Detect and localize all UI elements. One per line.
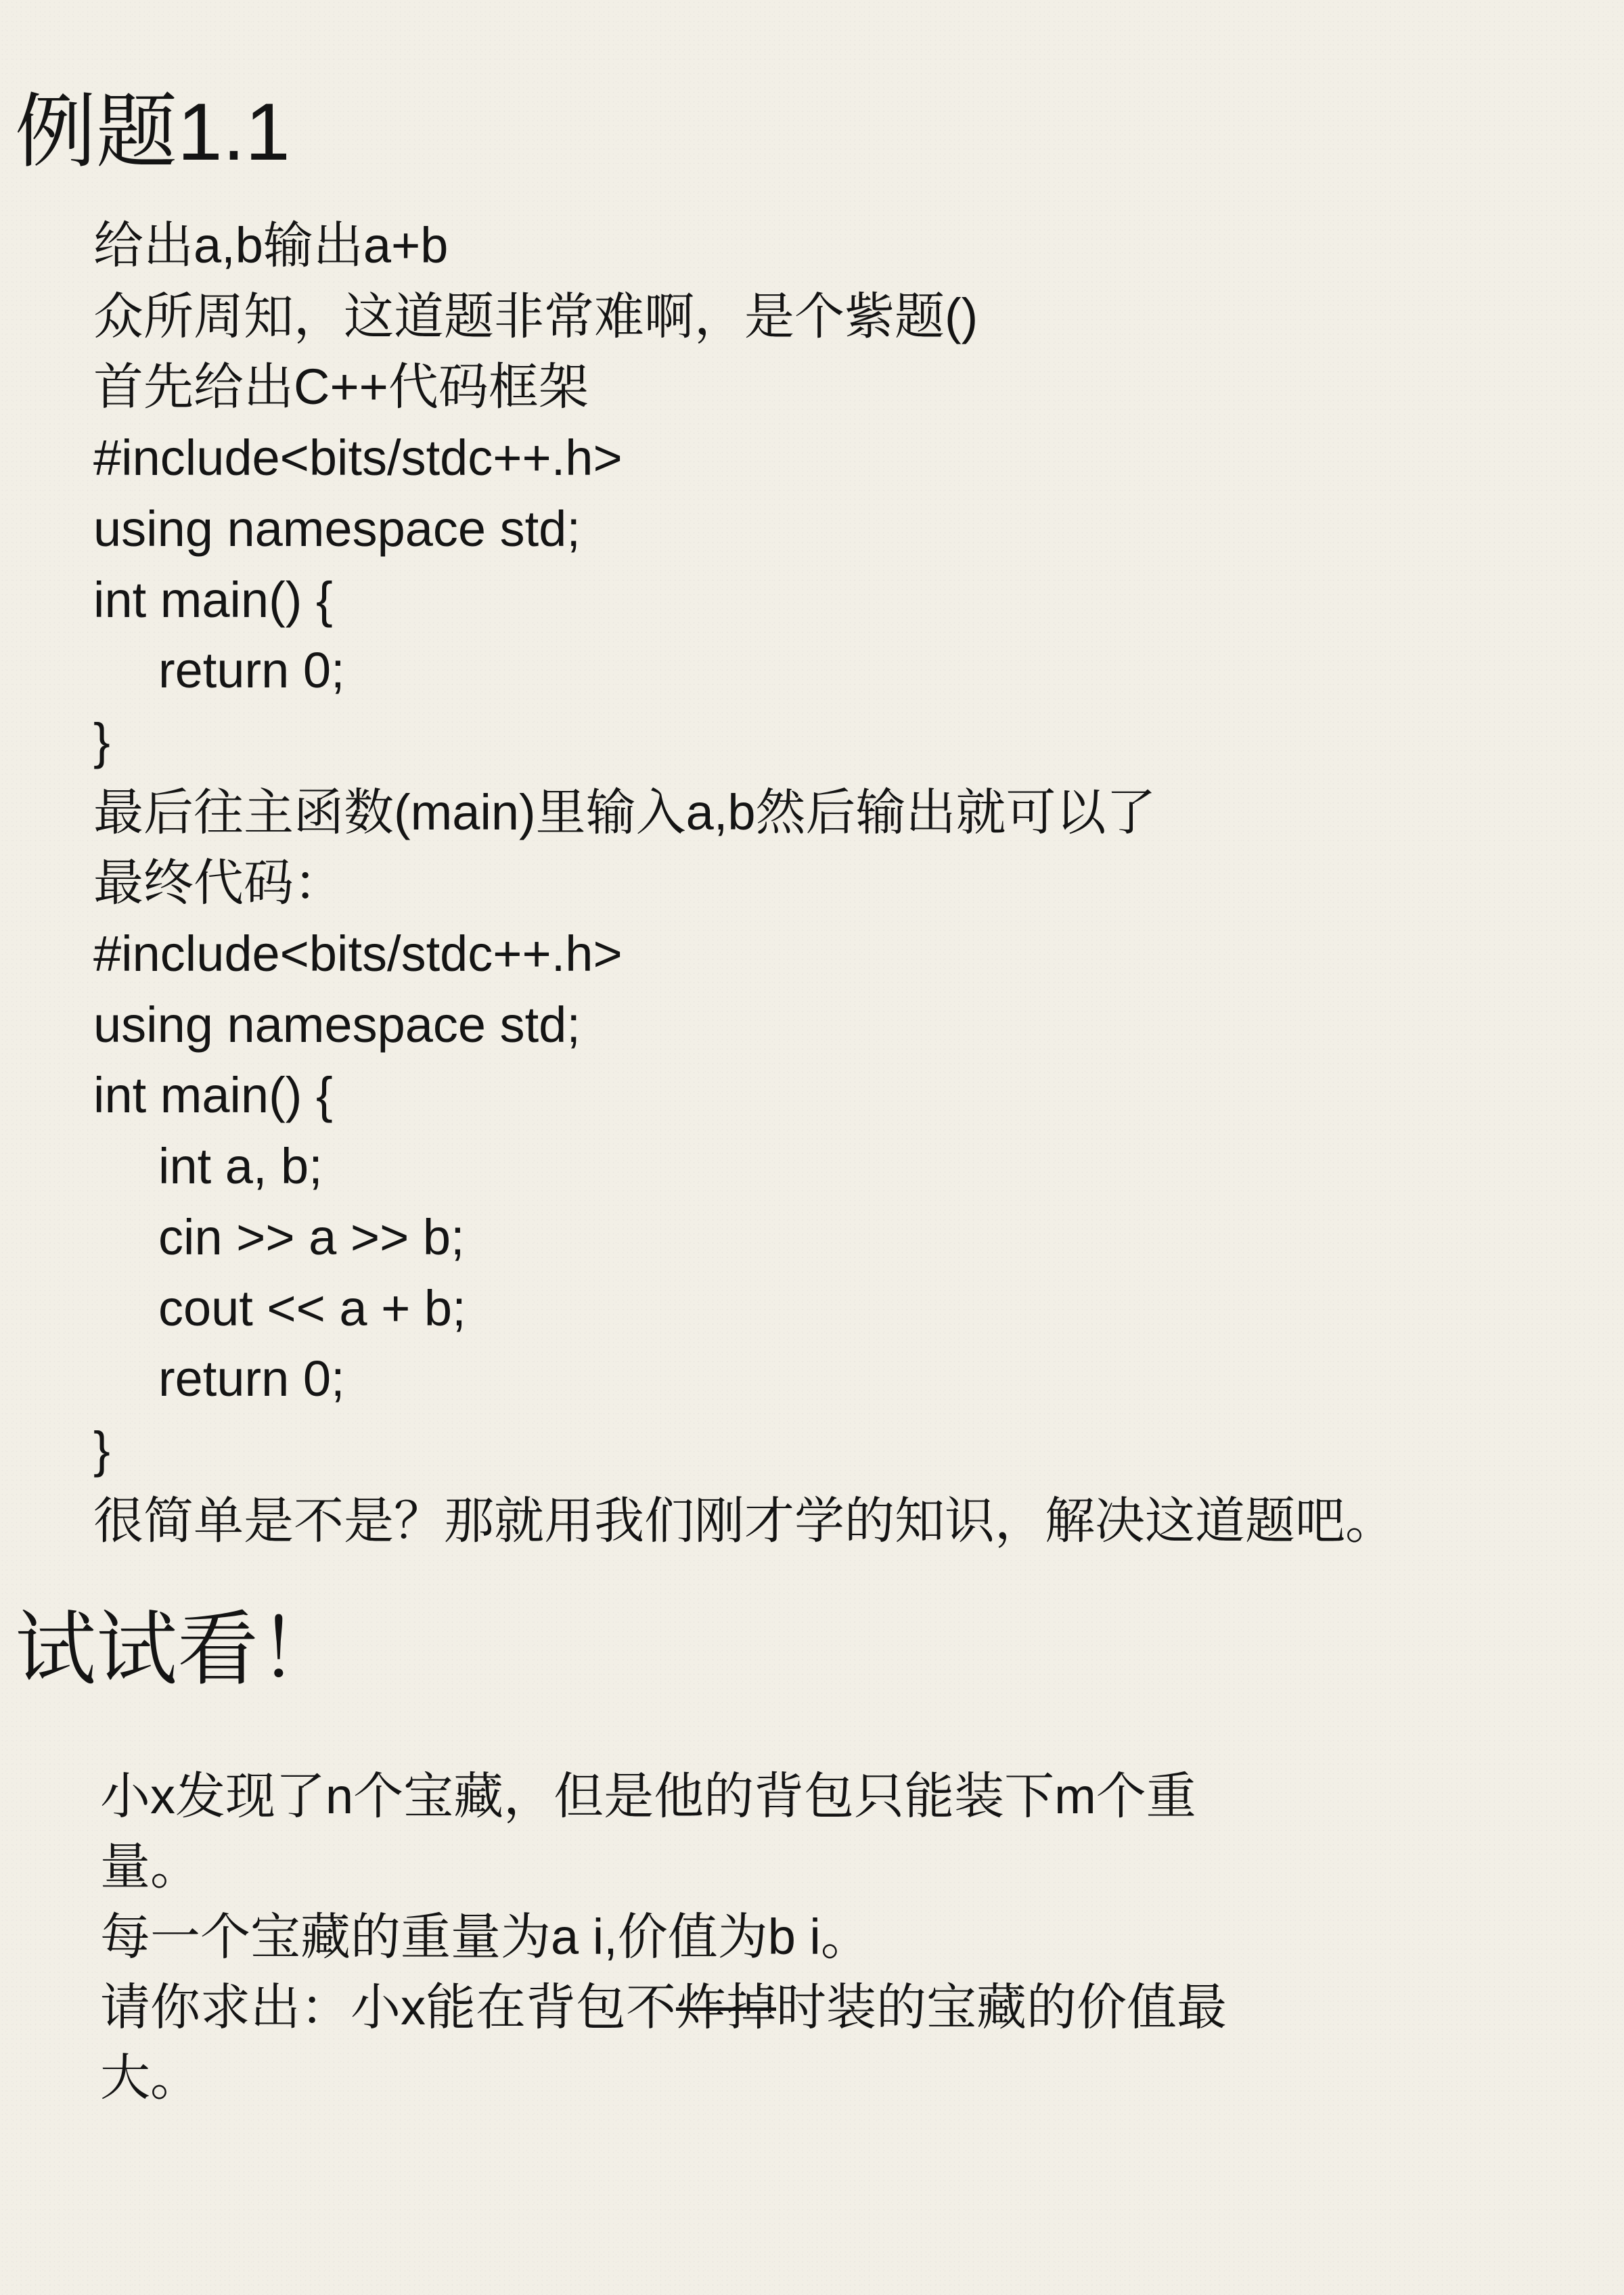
- code-line: int a, b;: [158, 1138, 323, 1195]
- problem-text: 请你求出：小x能在背包不: [100, 1979, 676, 2035]
- struck-text: 炸掉: [676, 1979, 776, 2035]
- try-it-heading: 试试看！: [15, 1604, 340, 1695]
- code-line: cin >> a >> b;: [158, 1208, 465, 1265]
- example-line: 首先给出C++代码框架: [93, 359, 589, 415]
- code-line: #include<bits/stdc++.h>: [93, 926, 623, 982]
- code-line: return 0;: [158, 642, 345, 699]
- example-line: 众所周知，这道题非常难啊，是个紫题(): [93, 288, 978, 344]
- problem-line: 量。: [100, 1838, 200, 1894]
- example-line: 给出a,b输出a+b: [93, 217, 449, 273]
- problem-statement: [100, 1761, 1227, 2113]
- problem-line: 每一个宝藏的重量为a i,价值为b i。: [100, 1909, 871, 1965]
- problem-line: 大。: [100, 2049, 200, 2106]
- code-line: }: [93, 1421, 110, 1478]
- example-line: 最终代码：: [93, 855, 344, 911]
- example-line: 最后往主函数(main)里输入a,b然后输出就可以了: [93, 783, 1156, 840]
- code-line: return 0;: [158, 1350, 345, 1407]
- code-line: int main() {: [93, 1067, 333, 1124]
- example-line: 很简单是不是？那就用我们刚才学的知识，解决这道题吧。: [93, 1492, 1395, 1549]
- problem-line: 小x发现了n个宝藏，但是他的背包只能装下m个重: [100, 1768, 1196, 1824]
- problem-line: [100, 1972, 1227, 2043]
- example-heading: 例题1.1: [15, 87, 290, 177]
- code-line: using namespace std;: [93, 500, 581, 557]
- code-line: #include<bits/stdc++.h>: [93, 430, 623, 486]
- code-line: using namespace std;: [93, 996, 581, 1053]
- code-line: cout << a + b;: [158, 1279, 466, 1336]
- example-body: [93, 210, 1395, 1556]
- code-line: }: [93, 712, 110, 769]
- problem-text: 时装的宝藏的价值最: [776, 1979, 1227, 2035]
- code-line: int main() {: [93, 571, 333, 628]
